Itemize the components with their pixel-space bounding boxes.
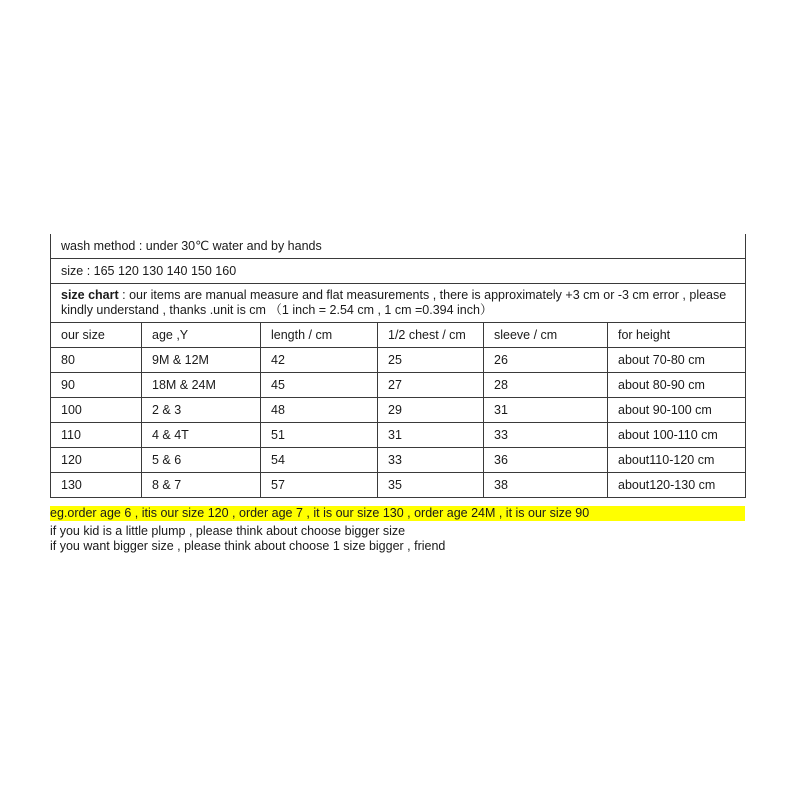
bigger-size-note: if you want bigger size , please think about choose 1 size bigger , friend <box>50 539 446 553</box>
size-chart-table <box>50 234 746 498</box>
table-row <box>51 373 746 398</box>
table-row <box>51 423 746 448</box>
wash-method-text: wash method : under 30℃ water and by hands <box>51 234 746 259</box>
size-chart-note-row <box>51 284 746 323</box>
cell-our-size: 90 <box>51 373 142 398</box>
table-row <box>51 448 746 473</box>
cell-sleeve: 26 <box>484 348 608 373</box>
cell-half-chest: 27 <box>378 373 484 398</box>
size-chart-document <box>50 234 745 554</box>
cell-half-chest: 25 <box>378 348 484 373</box>
cell-for-height: about 80-90 cm <box>608 373 746 398</box>
cell-half-chest: 31 <box>378 423 484 448</box>
header-age: age ,Y <box>142 323 261 348</box>
cell-half-chest: 33 <box>378 448 484 473</box>
cell-age: 2 & 3 <box>142 398 261 423</box>
size-list-text: size : 165 120 130 140 150 160 <box>51 259 746 284</box>
size-chart-label: size chart <box>61 288 119 302</box>
cell-half-chest: 35 <box>378 473 484 498</box>
cell-age: 8 & 7 <box>142 473 261 498</box>
cell-for-height: about120-130 cm <box>608 473 746 498</box>
sizing-notes <box>50 506 745 554</box>
cell-our-size: 110 <box>51 423 142 448</box>
size-list-row <box>51 259 746 284</box>
cell-sleeve: 38 <box>484 473 608 498</box>
size-chart-note <box>51 284 746 323</box>
cell-length: 42 <box>261 348 378 373</box>
cell-age: 9M & 12M <box>142 348 261 373</box>
table-row <box>51 348 746 373</box>
plump-note: if you kid is a little plump , please think about choose bigger size <box>50 524 406 538</box>
cell-for-height: about 100-110 cm <box>608 423 746 448</box>
cell-length: 45 <box>261 373 378 398</box>
cell-sleeve: 36 <box>484 448 608 473</box>
cell-our-size: 120 <box>51 448 142 473</box>
header-our-size: our size <box>51 323 142 348</box>
cell-for-height: about 90-100 cm <box>608 398 746 423</box>
cell-age: 18M & 24M <box>142 373 261 398</box>
highlighted-size-example: eg.order age 6 , itis our size 120 , order age 7 , it is our size 130 , order age 24M , it is our size 90 <box>50 506 745 521</box>
cell-length: 51 <box>261 423 378 448</box>
wash-method-row <box>51 234 746 259</box>
cell-our-size: 130 <box>51 473 142 498</box>
header-for-height: for height <box>608 323 746 348</box>
size-chart-description: : our items are manual measure and flat measurements , there is approximately +3 cm or -3 cm error , please kindly understand , thanks .unit is cm （1 inch = 2.54 cm , 1 cm =0.394 inch） <box>61 288 727 317</box>
cell-for-height: about 70-80 cm <box>608 348 746 373</box>
header-sleeve: sleeve / cm <box>484 323 608 348</box>
header-length: length / cm <box>261 323 378 348</box>
cell-age: 5 & 6 <box>142 448 261 473</box>
cell-length: 57 <box>261 473 378 498</box>
cell-half-chest: 29 <box>378 398 484 423</box>
table-row <box>51 473 746 498</box>
cell-length: 48 <box>261 398 378 423</box>
cell-length: 54 <box>261 448 378 473</box>
table-header-row <box>51 323 746 348</box>
cell-our-size: 100 <box>51 398 142 423</box>
table-row <box>51 398 746 423</box>
cell-for-height: about110-120 cm <box>608 448 746 473</box>
cell-sleeve: 33 <box>484 423 608 448</box>
cell-age: 4 & 4T <box>142 423 261 448</box>
cell-sleeve: 31 <box>484 398 608 423</box>
cell-sleeve: 28 <box>484 373 608 398</box>
header-half-chest: 1/2 chest / cm <box>378 323 484 348</box>
cell-our-size: 80 <box>51 348 142 373</box>
